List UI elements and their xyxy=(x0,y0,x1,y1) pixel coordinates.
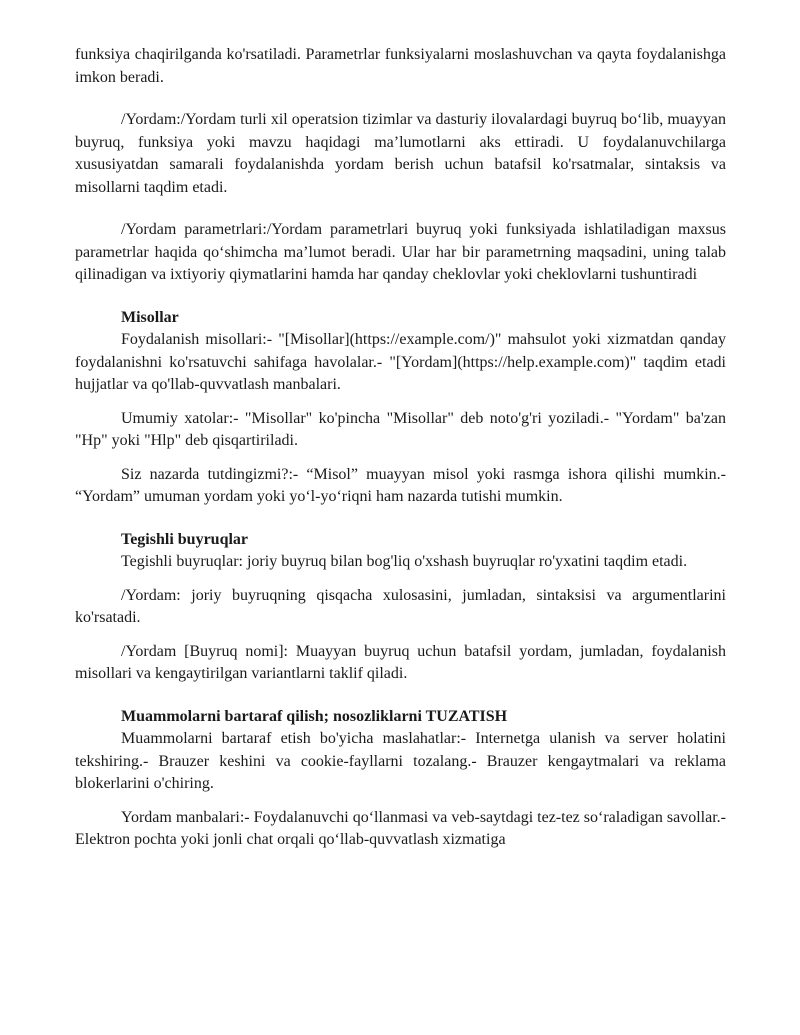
paragraph-maslahatlar: Muammolarni bartaraf etish bo'yicha maslahatlar:- Internetga ulanish va server holatini tekshiring.- Brauzer keshini va cookie-fayllarni tozalang.- Brauzer kengaytmalari va reklama blokerlarini o'chiring. xyxy=(75,730,726,792)
heading-muammolarni-bartaraf: Muammolarni bartaraf qilish; nosozliklarni TUZATISH xyxy=(121,707,508,725)
paragraph-foydalanish-misollari: Foydalanish misollari:- "[Misollar](https://example.com/)" mahsulot yoki xizmatdan qanday foydalanishni ko'rsatuvchi sahifaga havolalar.- "[Yordam](https://help.example.com)" taqdim etadi hujjatlar va qo'llab-quvvatlash manbalari. xyxy=(75,331,726,393)
paragraph-yordam-buyruq-nomi: /Yordam [Buyruq nomi]: Muayyan buyruq uchun batafsil yordam, jumladan, foydalanish misollari va kengaytirilgan variantlarni taklif qiladi. xyxy=(75,642,726,682)
paragraph-yordam: /Yordam:/Yordam turli xil operatsion tizimlar va dasturiy ilovalardagi buyruq bo‘lib, muayyan buyruq, funksiya yoki mavzu haqidagi ma’lumotlarni aks ettiradi. U foydalanuvchilarga xususiyatdan samarali foydalanishda yordam berish uchun batafsil ko'rsatmalar, sintaksis va misollarni taqdim etadi. xyxy=(75,111,726,196)
heading-misollar: Misollar xyxy=(121,308,179,326)
document-page xyxy=(75,44,726,852)
paragraph-tegishli-buyruqlar: Tegishli buyruqlar: joriy buyruq bilan bog'liq o'xshash buyruqlar ro'yxatini taqdim etadi. xyxy=(121,553,688,570)
heading-tegishli-buyruqlar: Tegishli buyruqlar xyxy=(121,530,249,548)
paragraph-continuation: funksiya chaqirilganda ko'rsatiladi. Parametrlar funksiyalarni moslashuvchan va qayta foydalanishga imkon beradi. xyxy=(75,46,726,86)
paragraph-siz-nazarda: Siz nazarda tutdingizmi?:- “Misol” muayyan misol yoki rasmga ishora qilishi mumkin.- “Yordam” umuman yordam yoki yo‘l-yo‘riqni ham nazarda tutishi mumkin. xyxy=(75,465,726,505)
paragraph-yordam-manbalari: Yordam manbalari:- Foydalanuvchi qo‘llanmasi va veb-saytdagi tez-tez so‘raladigan savollar.- Elektron pochta yoki jonli chat orqali qo‘llab-quvvatlash xizmatiga xyxy=(75,808,726,848)
paragraph-yordam-qisqacha: /Yordam: joriy buyruqning qisqacha xulosasini, jumladan, sintaksisi va argumentlarini ko'rsatadi. xyxy=(75,586,726,626)
paragraph-umumiy-xatolar: Umumiy xatolar:- "Misollar" ko'pincha "Misollar" deb noto'g'ri yoziladi.- "Yordam" ba'zan "Hp" yoki "Hlp" deb qisqartiriladi. xyxy=(75,409,726,449)
paragraph-yordam-parametrlari: /Yordam parametrlari:/Yordam parametrlari buyruq yoki funksiyada ishlatiladigan maxsus parametrlar haqida qo‘shimcha ma’lumot beradi. Ular har bir parametrning maqsadini, uning talab qilinadigan va ixtiyoriy qiymatlarini hamda har qanday cheklovlar yoki cheklovlarni tushuntiradi xyxy=(75,221,726,283)
